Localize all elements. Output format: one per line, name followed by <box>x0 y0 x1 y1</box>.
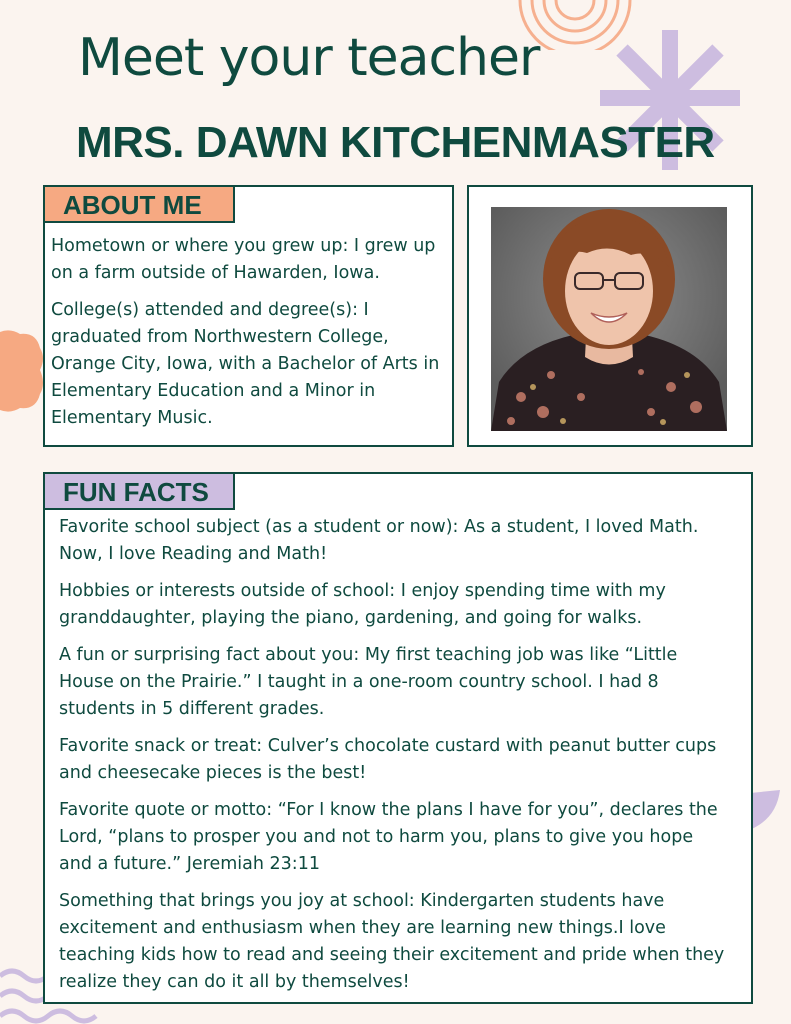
page-title: Meet your teacher <box>78 28 540 88</box>
about-me-content <box>51 233 448 442</box>
fact-hobbies: Hobbies or interests outside of school: I enjoy spending time with my granddaughter, playing the piano, gardening, and going for walks. <box>59 581 666 628</box>
fun-facts-content <box>59 514 727 1006</box>
fact-joy-at-school: Something that brings you joy at school: Kindergarten students have excitement and enthusiasm when they are learning new things.I love teaching kids how to read and seeing their excitement and pride when they realize they can do it all by themselves! <box>59 891 725 992</box>
fun-facts-panel <box>43 472 753 1004</box>
about-me-panel <box>43 185 454 447</box>
fact-favorite-subject: Favorite school subject (as a student or now): As a student, I loved Math. Now, I love Reading and Math! <box>59 517 699 564</box>
teacher-photo <box>491 207 727 431</box>
fun-facts-heading: FUN FACTS <box>43 472 235 510</box>
peach-blob-decoration <box>0 328 46 414</box>
fact-surprising: A fun or surprising fact about you: My first teaching job was like “Little House on the Prairie.” I taught in a one-room country school. I had 8 students in 5 different grades. <box>59 645 678 719</box>
teacher-name: MRS. DAWN KITCHENMASTER <box>76 118 715 167</box>
about-hometown: Hometown or where you grew up: I grew up on a farm outside of Hawarden, Iowa. <box>51 236 436 283</box>
fact-favorite-quote: Favorite quote or motto: “For I know the plans I have for you”, declares the Lord, “plans to prosper you and not to harm you, plans to give you hope and a future.” Jeremiah 23:11 <box>59 800 718 874</box>
about-college: College(s) attended and degree(s): I graduated from Northwestern College, Orange City, Iowa, with a Bachelor of Arts in Elementary Education and a Minor in Elementary Music. <box>51 300 440 428</box>
fact-favorite-snack: Favorite snack or treat: Culver’s chocolate custard with peanut butter cups and cheesecake pieces is the best! <box>59 736 717 783</box>
about-me-heading: ABOUT ME <box>43 185 235 223</box>
photo-frame <box>467 185 753 447</box>
